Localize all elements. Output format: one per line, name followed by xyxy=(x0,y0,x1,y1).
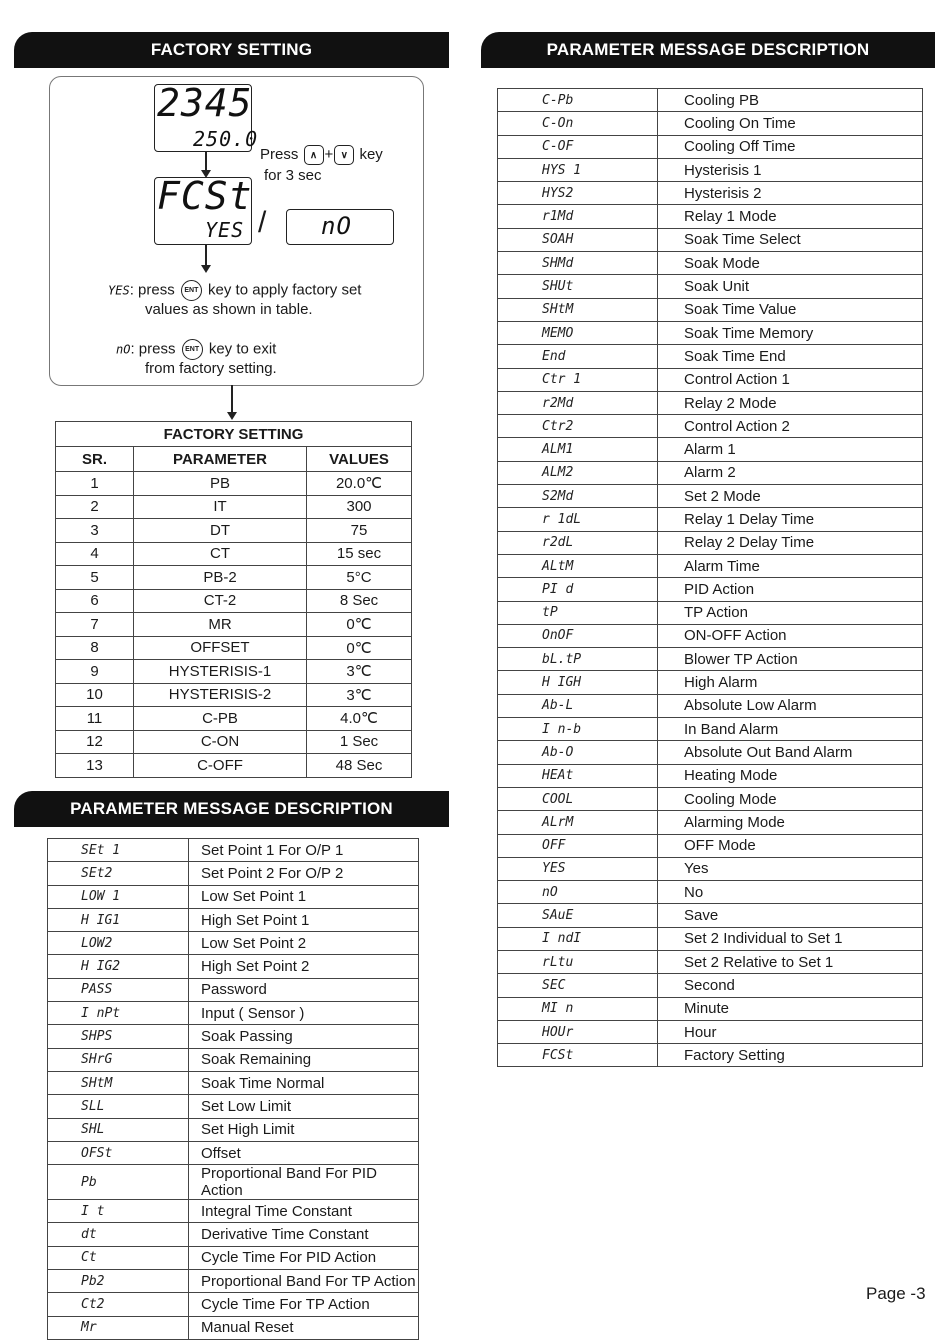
parameter-description-cell: No xyxy=(658,881,923,904)
parameter-cell: MR xyxy=(134,613,307,637)
parameter-description-cell: ON-OFF Action xyxy=(658,624,923,647)
parameter-code-cell: ALrM xyxy=(498,811,658,834)
table-row xyxy=(498,1020,923,1043)
parameter-description-cell: Proportional Band For TP Action xyxy=(189,1270,419,1293)
parameter-description-cell: Relay 1 Delay Time xyxy=(658,508,923,531)
no-instruction xyxy=(116,339,276,360)
parameter-description-cell: Hysterisis 1 xyxy=(658,158,923,181)
value-cell: 8 Sec xyxy=(307,589,412,613)
table-row xyxy=(48,1025,419,1048)
down-key-icon: ∨ xyxy=(334,145,354,165)
parameter-code-cell: SOAH xyxy=(498,228,658,251)
parameter-description-table-left xyxy=(47,838,419,1340)
parameter-description-cell: Soak Time Memory xyxy=(658,321,923,344)
table-row xyxy=(498,764,923,787)
table-row xyxy=(498,648,923,671)
parameter-description-table-right xyxy=(497,88,923,1067)
parameter-code-cell: I nPt xyxy=(48,1002,189,1025)
parameter-description-cell: Soak Unit xyxy=(658,275,923,298)
table-row xyxy=(498,718,923,741)
table-row xyxy=(56,754,412,778)
table-row xyxy=(498,89,923,112)
table-row xyxy=(498,438,923,461)
table-row xyxy=(56,566,412,590)
parameter-code-cell: ALM1 xyxy=(498,438,658,461)
table-row xyxy=(48,1200,419,1223)
sr-cell: 3 xyxy=(56,519,134,543)
parameter-description-cell: Cooling PB xyxy=(658,89,923,112)
sr-cell: 6 xyxy=(56,589,134,613)
table-row xyxy=(48,1223,419,1246)
parameter-code-cell: HYS2 xyxy=(498,182,658,205)
parameter-code-cell: C-On xyxy=(498,112,658,135)
parameter-description-cell: Soak Time End xyxy=(658,345,923,368)
table-row xyxy=(498,881,923,904)
table-row xyxy=(498,298,923,321)
sr-cell: 13 xyxy=(56,754,134,778)
parameter-code-cell: PI d xyxy=(498,578,658,601)
parameter-code-cell: End xyxy=(498,345,658,368)
parameter-cell: OFFSET xyxy=(134,636,307,660)
parameter-code-cell: Ct xyxy=(48,1246,189,1269)
parameter-description-cell: Control Action 1 xyxy=(658,368,923,391)
parameter-description-cell: Set 2 Relative to Set 1 xyxy=(658,950,923,973)
parameter-code-cell: Ab-O xyxy=(498,741,658,764)
table-row xyxy=(56,730,412,754)
parameter-description-cell: Alarm 2 xyxy=(658,461,923,484)
parameter-cell: C-ON xyxy=(134,730,307,754)
plus-sign: + xyxy=(324,146,334,163)
parameter-description-cell: Control Action 2 xyxy=(658,415,923,438)
parameter-code-cell: Pb xyxy=(48,1165,189,1200)
sr-cell: 2 xyxy=(56,495,134,519)
column-header-parameter: PARAMETER xyxy=(134,447,307,472)
parameter-description-cell: Set High Limit xyxy=(189,1118,419,1141)
parameter-description-cell: High Set Point 2 xyxy=(189,955,419,978)
parameter-code-cell: OFF xyxy=(498,834,658,857)
table-row xyxy=(498,182,923,205)
table-row xyxy=(56,589,412,613)
parameter-description-cell: Hysterisis 2 xyxy=(658,182,923,205)
table-row xyxy=(48,1071,419,1094)
table-row xyxy=(56,519,412,543)
parameter-description-cell: TP Action xyxy=(658,601,923,624)
lcd-top-value: FCSt xyxy=(157,174,253,218)
parameter-description-cell: Alarm Time xyxy=(658,554,923,577)
table-row xyxy=(498,391,923,414)
parameter-code-cell: YES xyxy=(498,857,658,880)
table-row xyxy=(48,1270,419,1293)
parameter-code-cell: COOL xyxy=(498,787,658,810)
parameter-code-cell: SLL xyxy=(48,1095,189,1118)
parameter-description-cell: Password xyxy=(189,978,419,1001)
lcd-display-fcst xyxy=(154,174,253,245)
no-code: nO xyxy=(116,342,131,357)
or-slash: / xyxy=(258,206,267,239)
value-cell: 0℃ xyxy=(307,613,412,637)
table-row xyxy=(498,135,923,158)
parameter-description-cell: Soak Mode xyxy=(658,252,923,275)
table-row xyxy=(48,1002,419,1025)
parameter-code-cell: FCSt xyxy=(498,1044,658,1067)
sr-cell: 8 xyxy=(56,636,134,660)
parameter-code-cell: MI n xyxy=(498,997,658,1020)
parameter-code-cell: Pb2 xyxy=(48,1270,189,1293)
factory-setting-procedure xyxy=(49,76,424,386)
table-row xyxy=(498,368,923,391)
parameter-code-cell: SEC xyxy=(498,974,658,997)
sr-cell: 12 xyxy=(56,730,134,754)
parameter-description-cell: Offset xyxy=(189,1141,419,1164)
parameter-code-cell: dt xyxy=(48,1223,189,1246)
parameter-code-cell: LOW 1 xyxy=(48,885,189,908)
page-number: Page -3 xyxy=(866,1284,926,1303)
parameter-cell: IT xyxy=(134,495,307,519)
parameter-code-cell: S2Md xyxy=(498,485,658,508)
parameter-code-cell: C-OF xyxy=(498,135,658,158)
parameter-code-cell: Ct2 xyxy=(48,1293,189,1316)
ent-key-icon: ENT xyxy=(182,339,203,360)
parameter-code-cell: OnOF xyxy=(498,624,658,647)
parameter-description-cell: Set 2 Individual to Set 1 xyxy=(658,927,923,950)
factory-setting-banner: FACTORY SETTING xyxy=(14,32,449,68)
parameter-description-banner-right: PARAMETER MESSAGE DESCRIPTION xyxy=(481,32,935,68)
parameter-description-cell: Relay 1 Mode xyxy=(658,205,923,228)
parameter-description-cell: Absolute Out Band Alarm xyxy=(658,741,923,764)
parameter-description-cell: Manual Reset xyxy=(189,1316,419,1339)
column-header-values: VALUES xyxy=(307,447,412,472)
parameter-code-cell: r1Md xyxy=(498,205,658,228)
parameter-code-cell: I t xyxy=(48,1200,189,1223)
table-row xyxy=(56,636,412,660)
parameter-description-cell: Set 2 Mode xyxy=(658,485,923,508)
parameter-code-cell: SHMd xyxy=(498,252,658,275)
parameter-code-cell: r2dL xyxy=(498,531,658,554)
value-cell: 20.0℃ xyxy=(307,472,412,496)
parameter-description-cell: Input ( Sensor ) xyxy=(189,1002,419,1025)
parameter-description-cell: Integral Time Constant xyxy=(189,1200,419,1223)
yes-instruction-line2: values as shown in table. xyxy=(145,301,313,318)
table-row xyxy=(498,461,923,484)
parameter-description-cell: Second xyxy=(658,974,923,997)
press-keys-instruction xyxy=(260,145,383,165)
table-row xyxy=(48,978,419,1001)
table-row xyxy=(498,1044,923,1067)
table-row xyxy=(498,624,923,647)
parameter-description-cell: Soak Time Normal xyxy=(189,1071,419,1094)
parameter-code-cell: tP xyxy=(498,601,658,624)
value-cell: 300 xyxy=(307,495,412,519)
parameter-description-cell: Hour xyxy=(658,1020,923,1043)
table-row xyxy=(498,554,923,577)
value-cell: 0℃ xyxy=(307,636,412,660)
table-row xyxy=(498,787,923,810)
parameter-description-cell: In Band Alarm xyxy=(658,718,923,741)
yes-action-label: key to apply factory set xyxy=(208,281,362,299)
parameter-description-cell: Absolute Low Alarm xyxy=(658,694,923,717)
parameter-description-cell: Set Low Limit xyxy=(189,1095,419,1118)
parameter-code-cell: PASS xyxy=(48,978,189,1001)
table-row xyxy=(498,927,923,950)
parameter-code-cell: SEt 1 xyxy=(48,839,189,862)
parameter-code-cell: SHrG xyxy=(48,1048,189,1071)
table-row xyxy=(498,205,923,228)
lcd-display-no xyxy=(286,209,394,245)
table-row xyxy=(56,683,412,707)
table-row xyxy=(48,1118,419,1141)
parameter-description-cell: Set Point 2 For O/P 2 xyxy=(189,862,419,885)
parameter-description-cell: Relay 2 Mode xyxy=(658,391,923,414)
table-row xyxy=(56,495,412,519)
value-cell: 3℃ xyxy=(307,660,412,684)
parameter-cell: PB xyxy=(134,472,307,496)
parameter-cell: C-OFF xyxy=(134,754,307,778)
parameter-code-cell: bL.tP xyxy=(498,648,658,671)
sr-cell: 7 xyxy=(56,613,134,637)
parameter-code-cell: nO xyxy=(498,881,658,904)
no-instruction-line2: from factory setting. xyxy=(145,360,277,377)
parameter-description-cell: Soak Time Select xyxy=(658,228,923,251)
lcd-display-initial xyxy=(154,81,259,152)
parameter-code-cell: SHtM xyxy=(498,298,658,321)
table-row xyxy=(498,485,923,508)
parameter-cell: HYSTERISIS-1 xyxy=(134,660,307,684)
parameter-code-cell: Ctr 1 xyxy=(498,368,658,391)
parameter-code-cell: HYS 1 xyxy=(498,158,658,181)
table-row xyxy=(48,839,419,862)
parameter-description-cell: Low Set Point 2 xyxy=(189,932,419,955)
no-action-label: key to exit xyxy=(208,340,277,358)
parameter-code-cell: OFSt xyxy=(48,1141,189,1164)
table-row xyxy=(498,974,923,997)
key-label: key xyxy=(359,146,383,163)
table-row xyxy=(48,1095,419,1118)
parameter-description-cell: Soak Passing xyxy=(189,1025,419,1048)
parameter-description-cell: High Alarm xyxy=(658,671,923,694)
parameter-code-cell: Ab-L xyxy=(498,694,658,717)
up-key-icon: ∧ xyxy=(304,145,324,165)
press-label: Press xyxy=(260,146,299,163)
yes-instruction xyxy=(108,280,361,301)
table-row xyxy=(48,1141,419,1164)
parameter-cell: CT xyxy=(134,542,307,566)
sr-cell: 5 xyxy=(56,566,134,590)
table-row xyxy=(498,345,923,368)
table-row xyxy=(48,908,419,931)
sr-cell: 10 xyxy=(56,683,134,707)
parameter-code-cell: r 1dL xyxy=(498,508,658,531)
parameter-cell: PB-2 xyxy=(134,566,307,590)
parameter-description-cell: OFF Mode xyxy=(658,834,923,857)
table-row xyxy=(56,472,412,496)
parameter-description-cell: Derivative Time Constant xyxy=(189,1223,419,1246)
parameter-description-cell: Proportional Band For PID Action xyxy=(189,1165,419,1200)
parameter-code-cell: SEt2 xyxy=(48,862,189,885)
parameter-description-cell: Low Set Point 1 xyxy=(189,885,419,908)
table-row xyxy=(56,660,412,684)
value-cell: 3℃ xyxy=(307,683,412,707)
table-row xyxy=(498,415,923,438)
yes-press-label: : press xyxy=(129,281,175,299)
parameter-description-cell: Soak Remaining xyxy=(189,1048,419,1071)
parameter-code-cell: H IG2 xyxy=(48,955,189,978)
parameter-code-cell: HEAt xyxy=(498,764,658,787)
table-row xyxy=(498,321,923,344)
factory-table-title: FACTORY SETTING xyxy=(56,422,412,447)
value-cell: 4.0℃ xyxy=(307,707,412,731)
parameter-description-cell: Heating Mode xyxy=(658,764,923,787)
table-row xyxy=(498,158,923,181)
parameter-code-cell: SHtM xyxy=(48,1071,189,1094)
sr-cell: 11 xyxy=(56,707,134,731)
parameter-code-cell: rLtu xyxy=(498,950,658,973)
no-press-label: : press xyxy=(130,340,176,358)
parameter-code-cell: Ctr2 xyxy=(498,415,658,438)
parameter-code-cell: SHPS xyxy=(48,1025,189,1048)
table-row xyxy=(498,508,923,531)
parameter-code-cell: H IG1 xyxy=(48,908,189,931)
table-row xyxy=(48,1246,419,1269)
table-row xyxy=(498,997,923,1020)
parameter-description-cell: Cycle Time For TP Action xyxy=(189,1293,419,1316)
table-row xyxy=(498,811,923,834)
parameter-description-cell: Minute xyxy=(658,997,923,1020)
parameter-description-cell: Yes xyxy=(658,857,923,880)
parameter-code-cell: MEMO xyxy=(498,321,658,344)
table-row xyxy=(48,1293,419,1316)
table-row xyxy=(498,857,923,880)
parameter-code-cell: C-Pb xyxy=(498,89,658,112)
value-cell: 1 Sec xyxy=(307,730,412,754)
parameter-description-banner-left: PARAMETER MESSAGE DESCRIPTION xyxy=(14,791,449,827)
value-cell: 15 sec xyxy=(307,542,412,566)
parameter-description-cell: Cycle Time For PID Action xyxy=(189,1246,419,1269)
value-cell: 48 Sec xyxy=(307,754,412,778)
lcd-value: nO xyxy=(321,212,352,240)
table-row xyxy=(48,862,419,885)
lcd-bottom-value: YES xyxy=(205,218,245,242)
table-row xyxy=(48,955,419,978)
table-row xyxy=(498,531,923,554)
parameter-description-cell: High Set Point 1 xyxy=(189,908,419,931)
parameter-code-cell: H IGH xyxy=(498,671,658,694)
sr-cell: 9 xyxy=(56,660,134,684)
parameter-code-cell: HOUr xyxy=(498,1020,658,1043)
table-row xyxy=(498,228,923,251)
parameter-description-cell: Cooling Mode xyxy=(658,787,923,810)
table-row xyxy=(56,542,412,566)
table-row xyxy=(48,932,419,955)
table-row xyxy=(498,904,923,927)
table-row xyxy=(48,1316,419,1339)
parameter-description-cell: Cooling On Time xyxy=(658,112,923,135)
sr-cell: 1 xyxy=(56,472,134,496)
lcd-bottom-value: 250.0 xyxy=(193,127,259,151)
parameter-description-cell: Factory Setting xyxy=(658,1044,923,1067)
parameter-code-cell: r2Md xyxy=(498,391,658,414)
table-row xyxy=(498,834,923,857)
column-header-sr: SR. xyxy=(56,447,134,472)
parameter-code-cell: Mr xyxy=(48,1316,189,1339)
parameter-description-cell: Relay 2 Delay Time xyxy=(658,531,923,554)
table-row xyxy=(498,671,923,694)
table-row xyxy=(56,707,412,731)
parameter-cell: HYSTERISIS-2 xyxy=(134,683,307,707)
parameter-code-cell: SAuE xyxy=(498,904,658,927)
table-row xyxy=(48,1165,419,1200)
value-cell: 5°C xyxy=(307,566,412,590)
parameter-code-cell: ALM2 xyxy=(498,461,658,484)
table-row xyxy=(498,275,923,298)
table-row xyxy=(498,601,923,624)
parameter-cell: C-PB xyxy=(134,707,307,731)
value-cell: 75 xyxy=(307,519,412,543)
duration-label: for 3 sec xyxy=(264,167,322,184)
parameter-description-cell: Cooling Off Time xyxy=(658,135,923,158)
parameter-code-cell: I ndI xyxy=(498,927,658,950)
parameter-code-cell: I n-b xyxy=(498,718,658,741)
table-row xyxy=(498,112,923,135)
table-row xyxy=(56,613,412,637)
table-row xyxy=(48,885,419,908)
table-row xyxy=(498,694,923,717)
parameter-code-cell: ALtM xyxy=(498,554,658,577)
table-row xyxy=(498,950,923,973)
parameter-code-cell: SHL xyxy=(48,1118,189,1141)
parameter-cell: CT-2 xyxy=(134,589,307,613)
ent-key-icon: ENT xyxy=(181,280,202,301)
parameter-description-cell: Set Point 1 For O/P 1 xyxy=(189,839,419,862)
lcd-top-value: 2345 xyxy=(157,81,253,125)
parameter-description-cell: Alarming Mode xyxy=(658,811,923,834)
table-row xyxy=(498,741,923,764)
parameter-cell: DT xyxy=(134,519,307,543)
parameter-description-cell: Save xyxy=(658,904,923,927)
parameter-code-cell: SHUt xyxy=(498,275,658,298)
table-row xyxy=(498,252,923,275)
yes-code: YES xyxy=(108,283,130,298)
parameter-description-cell: PID Action xyxy=(658,578,923,601)
table-row xyxy=(498,578,923,601)
parameter-description-cell: Blower TP Action xyxy=(658,648,923,671)
table-row xyxy=(48,1048,419,1071)
sr-cell: 4 xyxy=(56,542,134,566)
parameter-description-cell: Alarm 1 xyxy=(658,438,923,461)
parameter-description-cell: Soak Time Value xyxy=(658,298,923,321)
parameter-code-cell: LOW2 xyxy=(48,932,189,955)
factory-setting-table xyxy=(55,421,412,778)
